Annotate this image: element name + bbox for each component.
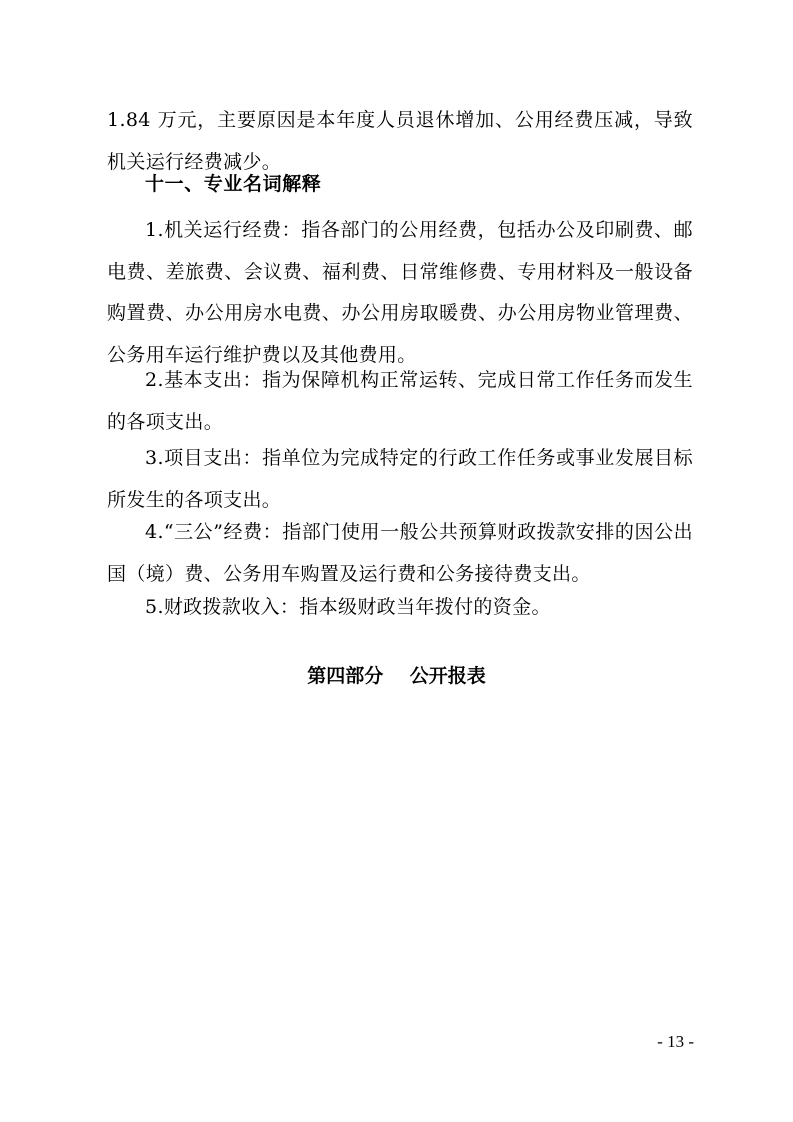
definition-paragraph: 2.基本支出：指为保障机构正常运转、完成日常工作任务而发生的各项支出。 [107,369,693,433]
page-number: - 13 - [657,1032,694,1051]
section-heading: 十一、专业名词解释 [145,173,322,195]
definition-paragraph: 3.项目支出：指单位为完成特定的行政工作任务或事业发展目标所发生的各项支出。 [107,447,693,511]
part-title: 第四部分 公开报表 [307,665,486,687]
definition-paragraph: 1.机关运行经费：指各部门的公用经费，包括办公及印刷费、邮电费、差旅费、会议费、福利费、日常维修费、专用材料及一般设备购置费、办公用房水电费、办公用房取暖费、办公用房物业管理费、公务用车运行维护费以及其他费用。 [107,219,693,366]
definition-paragraph: 4.“三公”经费：指部门使用一般公共预算财政拨款安排的因公出国（境）费、公务用车购置及运行费和公务接待费支出。 [107,521,693,585]
intro-paragraph: 1.84 万元，主要原因是本年度人员退休增加、公用经费压减，导致机关运行经费减少。 [107,109,693,173]
definition-paragraph: 5.财政拨款收入：指本级财政当年拨付的资金。 [145,596,551,618]
